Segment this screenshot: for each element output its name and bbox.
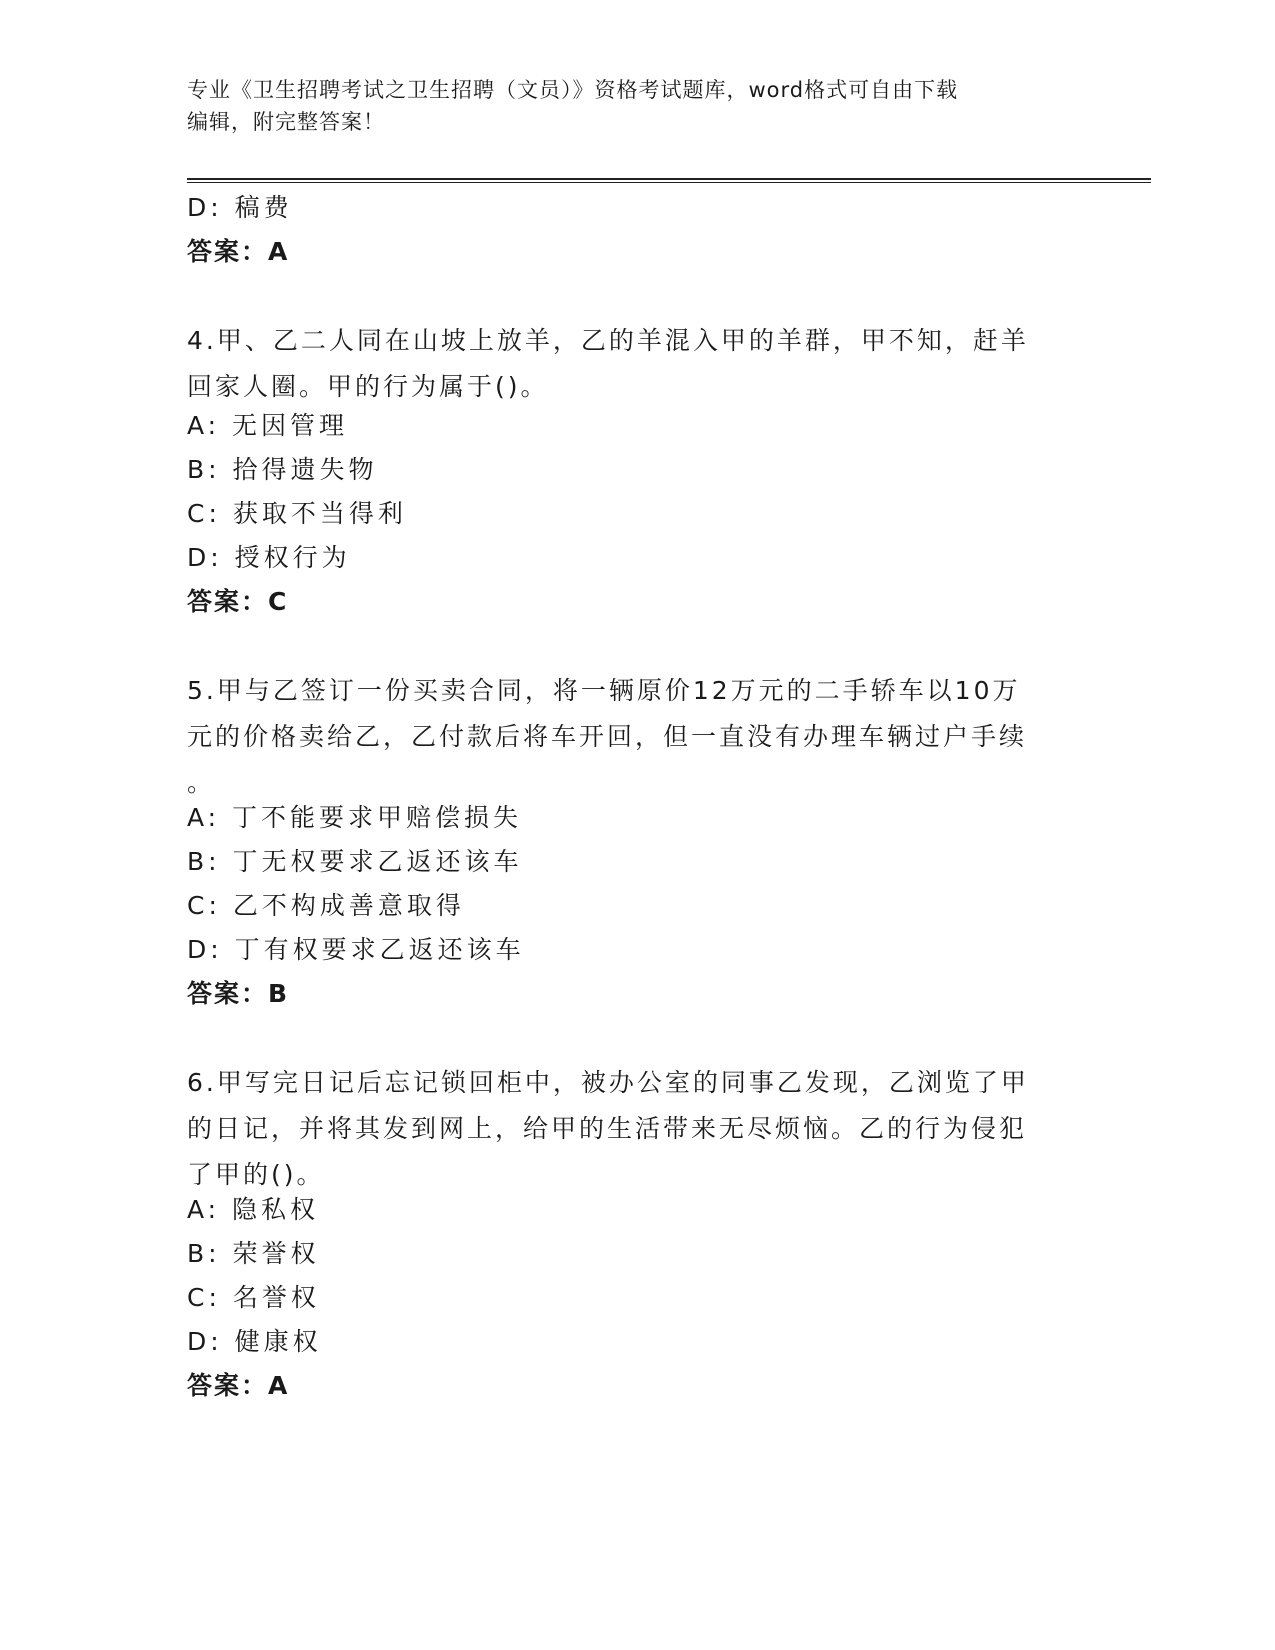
option-a: A: 无因管理: [187, 411, 349, 440]
question-line: 4.甲、乙二人同在山坡上放羊，乙的羊混入甲的羊群，甲不知，赶羊: [187, 326, 1029, 355]
option-c: C: 乙不构成善意取得: [187, 891, 465, 920]
page-header: [187, 74, 1087, 138]
option-a: A: 丁不能要求甲赔偿损失: [187, 803, 523, 832]
answer-label: 答案：A: [187, 237, 290, 266]
question-line: 的日记，并将其发到网上，给甲的生活带来无尽烦恼。乙的行为侵犯: [187, 1114, 1028, 1143]
question-line: 。: [187, 768, 216, 797]
header-line-2: 编辑，附完整答案！: [187, 110, 385, 134]
question-line: 回家人圈。甲的行为属于()。: [187, 372, 549, 401]
question-4-text: [187, 318, 1067, 410]
header-divider-thick: [187, 178, 1151, 180]
answer-label: 答案：B: [187, 979, 290, 1008]
option-d: D: 授权行为: [187, 543, 351, 572]
option-b: B: 丁无权要求乙返还该车: [187, 847, 523, 876]
option-a: A: 隐私权: [187, 1195, 320, 1224]
option-c: C: 获取不当得利: [187, 499, 407, 528]
answer-label: 答案：A: [187, 1371, 290, 1400]
option-b: B: 拾得遗失物: [187, 455, 378, 484]
option-d: D: 丁有权要求乙返还该车: [187, 935, 525, 964]
question-line: 元的价格卖给乙，乙付款后将车开回，但一直没有办理车辆过户手续: [187, 722, 1028, 751]
question-line: 6.甲写完日记后忘记锁回柜中，被办公室的同事乙发现，乙浏览了甲: [187, 1068, 1029, 1097]
option-b: B: 荣誉权: [187, 1239, 320, 1268]
option-d: D: 健康权: [187, 1327, 322, 1356]
header-line-1: 专业《卫生招聘考试之卫生招聘（文员）》资格考试题库，word格式可自由下载: [187, 78, 959, 102]
answer-label: 答案：C: [187, 587, 289, 616]
option-c: C: 名誉权: [187, 1283, 320, 1312]
question-line: 了甲的()。: [187, 1160, 325, 1189]
header-divider-thin: [187, 182, 1151, 183]
question-line: 5.甲与乙签订一份买卖合同，将一辆原价12万元的二手轿车以10万: [187, 676, 1021, 705]
question-6-text: [187, 1060, 1067, 1198]
option-d: D: 稿费: [187, 193, 293, 222]
question-5-text: [187, 668, 1067, 806]
